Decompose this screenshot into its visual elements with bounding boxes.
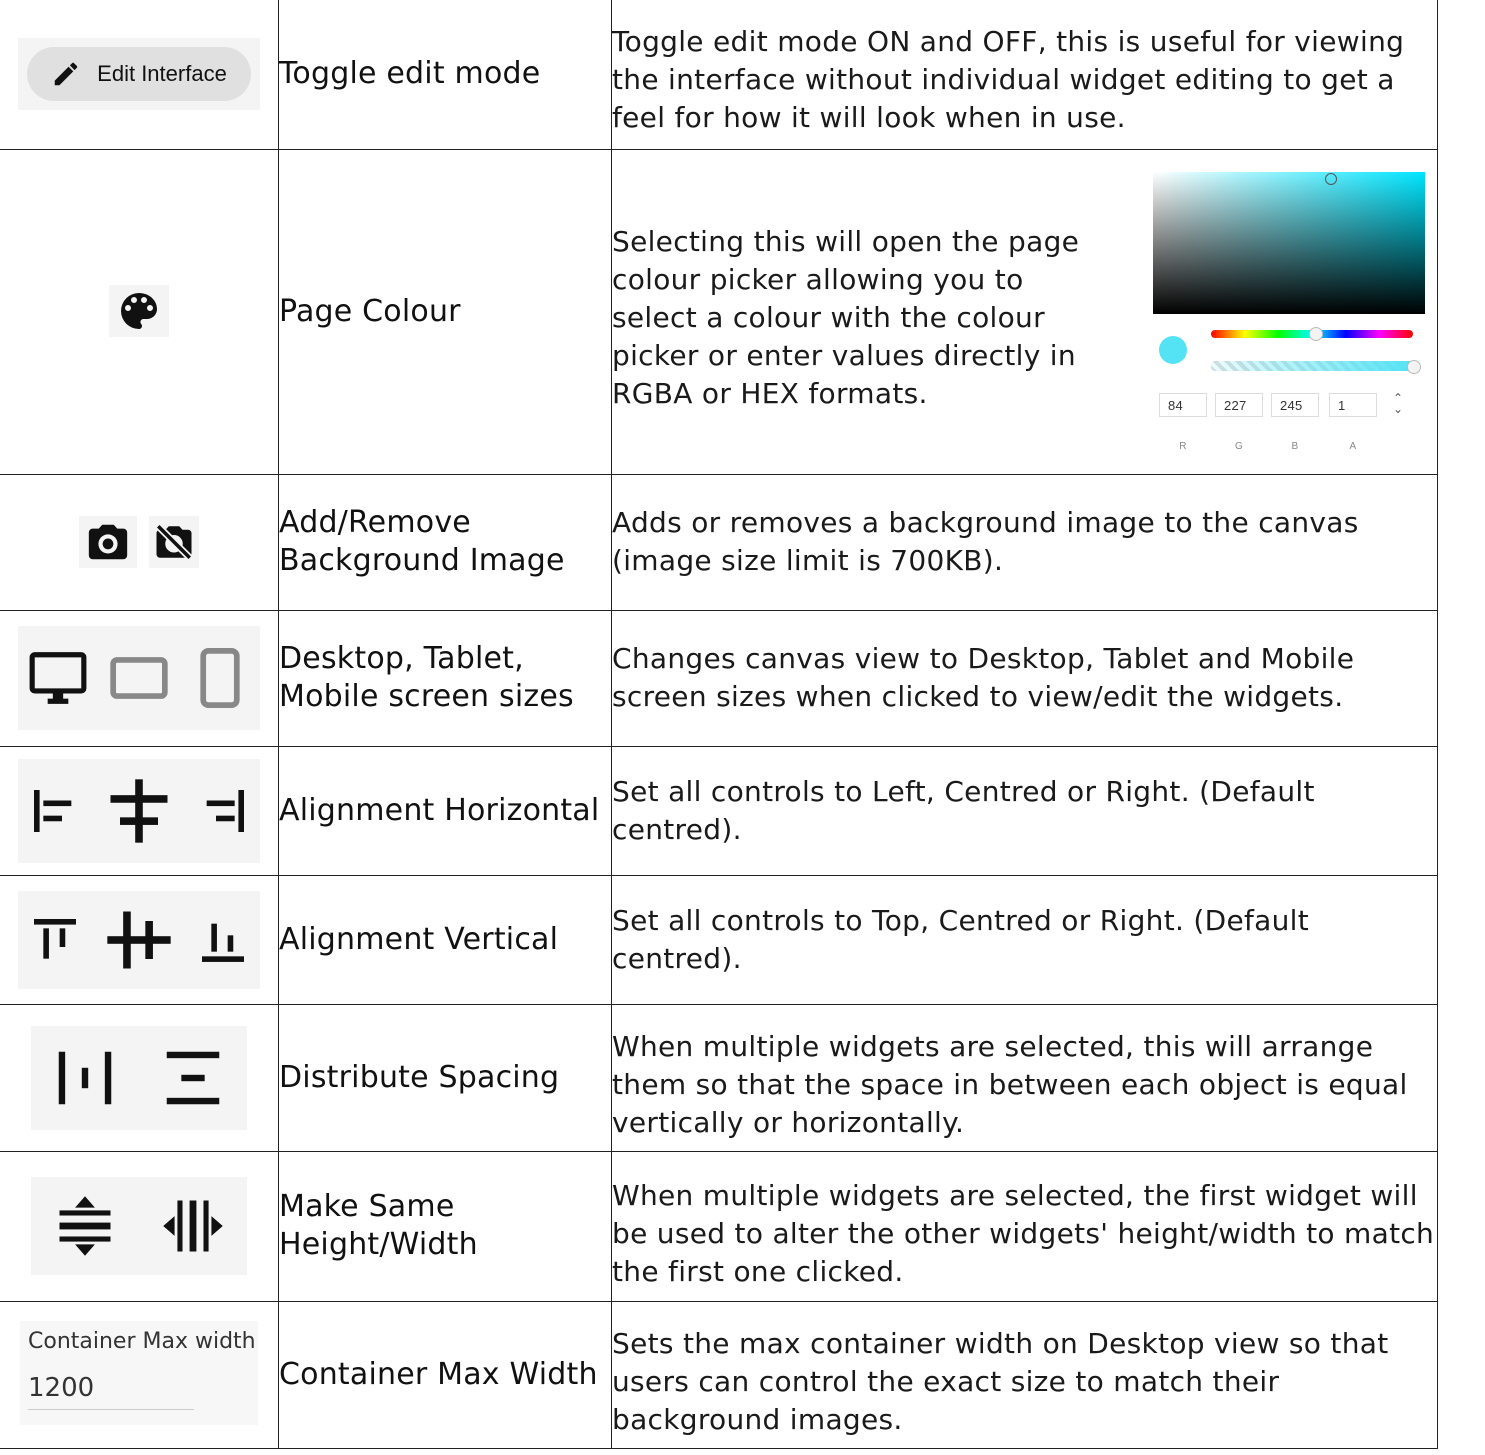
description-text: Set all controls to Top, Centred or Right. (Default centred). — [612, 903, 1310, 975]
edit-interface-label: Edit Interface — [97, 61, 227, 87]
alpha-label: A — [1349, 440, 1357, 452]
icon-cell — [0, 0, 279, 149]
feature-name: Container Max Width — [279, 1301, 612, 1448]
blue-input[interactable]: 245 — [1271, 393, 1319, 417]
table-row — [0, 610, 1438, 746]
format-toggle-icon[interactable]: ⌃ ⌄ — [1393, 390, 1404, 416]
icon-panel — [18, 38, 260, 110]
icon-cell — [0, 1004, 279, 1151]
container-max-width-value[interactable]: 1200 — [28, 1372, 95, 1403]
table-row — [0, 1301, 1438, 1448]
camera-icon — [85, 519, 131, 565]
container-max-width-label: Container Max width — [28, 1328, 256, 1354]
distribute-vertical-icon[interactable] — [158, 1043, 228, 1113]
icon-panel — [18, 626, 260, 730]
distribute-horizontal-icon[interactable] — [50, 1043, 120, 1113]
icon-cell — [0, 474, 279, 610]
icon-cell — [0, 1151, 279, 1301]
red-input[interactable]: 84 — [1159, 393, 1207, 417]
feature-description — [612, 746, 1438, 875]
description-text: When multiple widgets are selected, the first widget will be used to alter the other widgets' height/width to match the first one clicked. — [612, 1179, 1435, 1288]
align-bottom-icon[interactable] — [195, 912, 251, 968]
feature-description — [612, 1004, 1438, 1151]
table-row — [0, 0, 1438, 149]
feature-name: Desktop, Tablet, Mobile screen sizes — [279, 610, 612, 746]
table-row — [0, 149, 1438, 474]
icon-panel — [18, 759, 260, 863]
icon-panel — [31, 1026, 247, 1130]
align-center-horizontal-icon[interactable] — [101, 773, 177, 849]
icon-panel — [18, 891, 260, 989]
container-max-width-field[interactable] — [20, 1321, 258, 1425]
pencil-icon — [51, 59, 81, 89]
align-center-vertical-icon[interactable] — [101, 902, 177, 978]
saturation-handle[interactable] — [1325, 173, 1337, 185]
feature-name: Page Colour — [279, 149, 612, 474]
table-row — [0, 1004, 1438, 1151]
alpha-handle[interactable] — [1407, 360, 1421, 374]
icon-cell — [0, 1301, 279, 1448]
description-text: Set all controls to Left, Centred or Right. (Default centred). — [612, 774, 1315, 846]
alpha-input[interactable]: 1 — [1329, 393, 1377, 417]
table-row — [0, 746, 1438, 875]
alpha-slider[interactable] — [1211, 361, 1413, 371]
description-text: Selecting this will open the page colour picker allowing you to select a colour with the colour picker or enter values directly in RGBA or HEX formats. — [612, 224, 1080, 410]
palette-icon[interactable] — [115, 287, 163, 335]
description-text: Changes canvas view to Desktop, Tablet and Mobile screen sizes when clicked to view/edit the widgets. — [612, 642, 1355, 713]
align-right-icon[interactable] — [195, 783, 251, 839]
color-swatch — [1159, 336, 1187, 364]
icon-panel — [31, 1177, 247, 1275]
feature-description — [612, 610, 1438, 746]
icon-cell — [0, 746, 279, 875]
description-text: When multiple widgets are selected, this will arrange them so that the space in between each object is equal vertically or horizontally. — [612, 1029, 1408, 1139]
feature-description — [612, 1151, 1438, 1301]
table-row — [0, 474, 1438, 610]
feature-description — [612, 1301, 1438, 1448]
no-camera-icon — [153, 521, 195, 563]
mobile-icon[interactable] — [189, 647, 251, 709]
table-row — [0, 1151, 1438, 1301]
feature-name: Alignment Vertical — [279, 875, 612, 1004]
feature-description — [612, 0, 1438, 149]
desktop-icon[interactable] — [27, 647, 89, 709]
same-height-icon[interactable] — [51, 1192, 119, 1260]
icon-cell — [0, 875, 279, 1004]
saturation-area[interactable] — [1153, 172, 1425, 314]
input-underline — [28, 1409, 194, 1410]
tablet-icon[interactable] — [108, 647, 170, 709]
red-label: R — [1179, 440, 1187, 452]
icon-cell — [0, 149, 279, 474]
feature-description — [612, 875, 1438, 1004]
remove-image-button[interactable] — [149, 516, 199, 568]
icon-panel — [109, 285, 169, 337]
table-row — [0, 875, 1438, 1004]
same-width-icon[interactable] — [159, 1192, 227, 1260]
align-top-icon[interactable] — [27, 912, 83, 968]
add-image-button[interactable] — [79, 516, 137, 568]
green-label: G — [1234, 440, 1244, 452]
icon-panel — [79, 516, 199, 568]
description-text: Adds or removes a background image to the canvas (image size limit is 700KB). — [612, 506, 1359, 577]
feature-description — [612, 474, 1438, 610]
hue-handle[interactable] — [1309, 327, 1323, 341]
feature-name: Make Same Height/Width — [279, 1151, 612, 1301]
color-picker — [1153, 172, 1425, 452]
description-text: Sets the max container width on Desktop view so that users can control the exact size to match their background images. — [612, 1326, 1389, 1436]
feature-description — [612, 149, 1438, 474]
feature-name: Toggle edit mode — [279, 0, 612, 149]
feature-name: Distribute Spacing — [279, 1004, 612, 1151]
edit-interface-button[interactable] — [27, 47, 251, 101]
feature-name: Alignment Horizontal — [279, 746, 612, 875]
green-input[interactable]: 227 — [1215, 393, 1263, 417]
align-left-icon[interactable] — [27, 783, 83, 839]
feature-name: Add/Remove Background Image — [279, 474, 612, 610]
description-text: Toggle edit mode ON and OFF, this is useful for viewing the interface without individual widget editing to get a feel for how it will look when in use. — [612, 25, 1405, 135]
icon-cell — [0, 610, 279, 746]
blue-label: B — [1291, 440, 1299, 452]
